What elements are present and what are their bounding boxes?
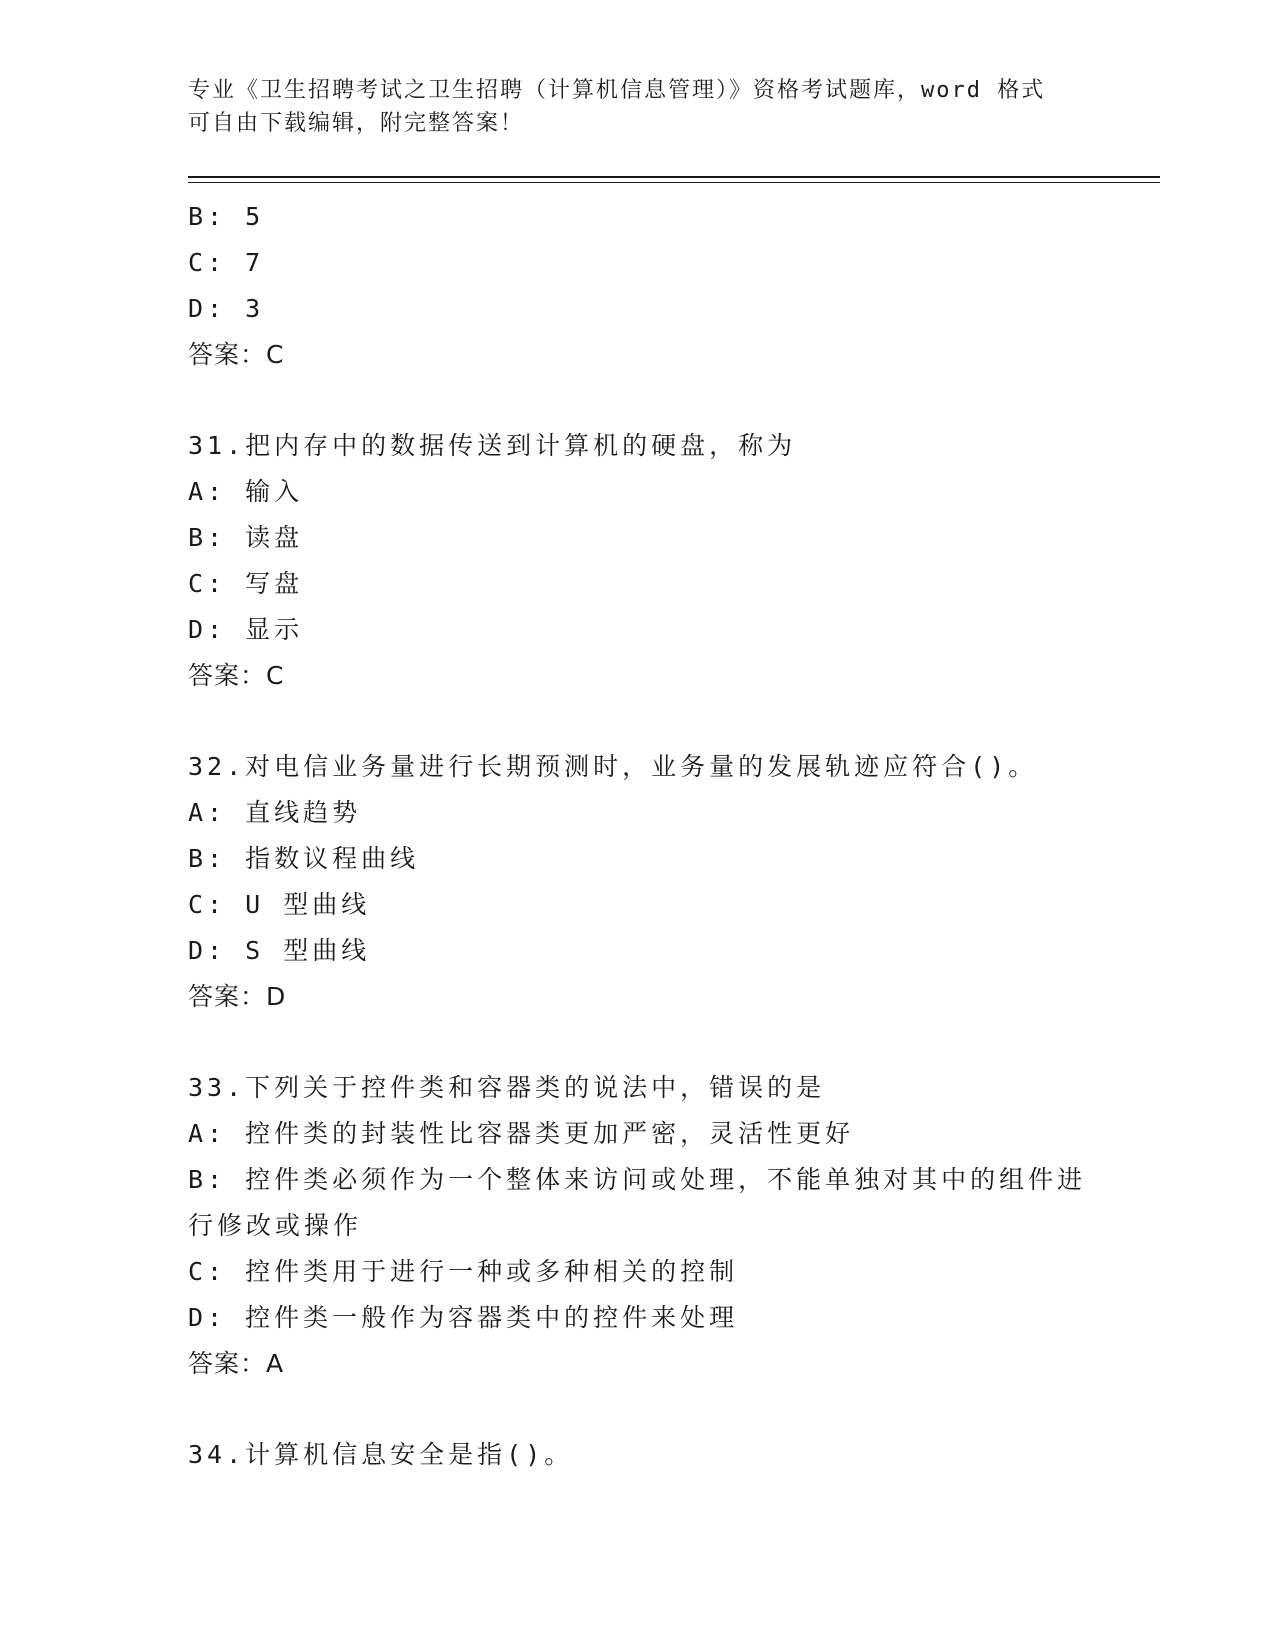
spacer bbox=[188, 1020, 1088, 1065]
header-line-1: 专业《卫生招聘考试之卫生招聘（计算机信息管理）》资格考试题库，word 格式 bbox=[188, 78, 1046, 103]
q33-option-d: D: 控件类一般作为容器类中的控件来处理 bbox=[188, 1303, 739, 1332]
q31-option-a: A: 输入 bbox=[188, 477, 304, 506]
question-34: 34.计算机信息安全是指()。 bbox=[188, 1440, 574, 1469]
q32-answer: 答案：D bbox=[188, 982, 287, 1011]
spacer bbox=[188, 699, 1088, 744]
q33-option-b-line-2: 行修改或操作 bbox=[188, 1211, 363, 1240]
question-list bbox=[188, 194, 1088, 1478]
header-divider-thin bbox=[188, 182, 1160, 183]
spacer bbox=[188, 378, 1088, 423]
q31-option-b: B: 读盘 bbox=[188, 523, 304, 552]
prev-option-d: D: 3 bbox=[188, 294, 265, 323]
prev-option-b: B: 5 bbox=[188, 202, 265, 231]
q31-option-c: C: 写盘 bbox=[188, 569, 304, 598]
question-31: 31.把内存中的数据传送到计算机的硬盘，称为 bbox=[188, 431, 797, 460]
document-header bbox=[188, 74, 1088, 140]
spacer bbox=[188, 1387, 1088, 1432]
q32-option-b: B: 指数议程曲线 bbox=[188, 844, 420, 873]
q32-option-d: D: S 型曲线 bbox=[188, 936, 371, 965]
q33-answer: 答案：A bbox=[188, 1349, 285, 1378]
q32-option-a: A: 直线趋势 bbox=[188, 798, 362, 827]
prev-answer: 答案：C bbox=[188, 340, 285, 369]
question-32: 32.对电信业务量进行长期预测时，业务量的发展轨迹应符合()。 bbox=[188, 752, 1038, 781]
prev-option-c: C: 7 bbox=[188, 248, 265, 277]
q32-option-c: C: U 型曲线 bbox=[188, 890, 371, 919]
q33-option-c: C: 控件类用于进行一种或多种相关的控制 bbox=[188, 1257, 739, 1286]
question-33: 33.下列关于控件类和容器类的说法中，错误的是 bbox=[188, 1073, 826, 1102]
q33-option-b-line-1: B: 控件类必须作为一个整体来访问或处理，不能单独对其中的组件进 bbox=[188, 1165, 1087, 1194]
q31-answer: 答案：C bbox=[188, 661, 285, 690]
q31-option-d: D: 显示 bbox=[188, 615, 304, 644]
header-divider-thick bbox=[188, 176, 1160, 178]
header-line-2: 可自由下载编辑，附完整答案！ bbox=[188, 111, 525, 136]
q33-option-a: A: 控件类的封装性比容器类更加严密，灵活性更好 bbox=[188, 1119, 855, 1148]
